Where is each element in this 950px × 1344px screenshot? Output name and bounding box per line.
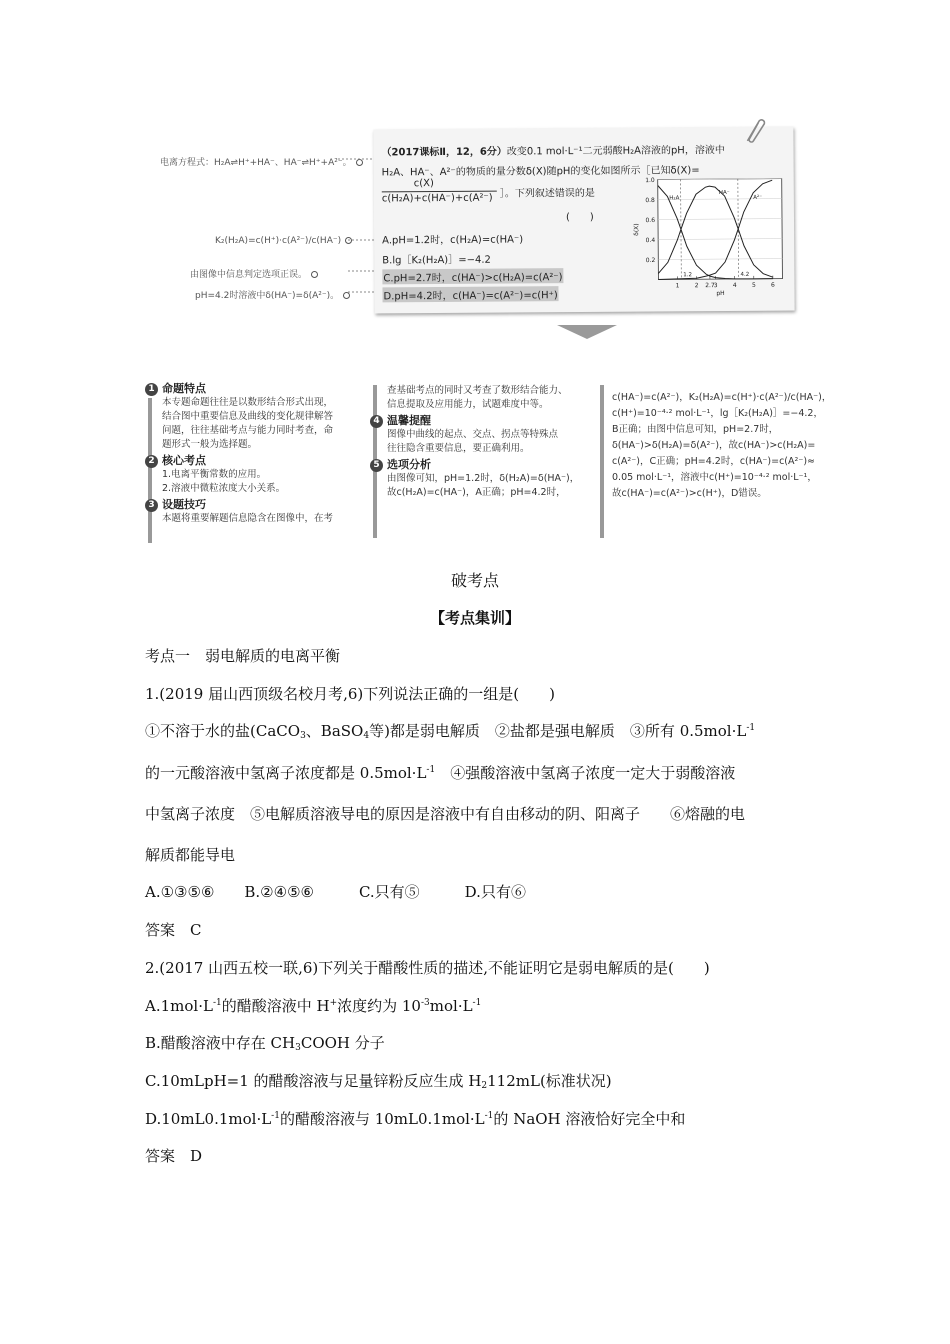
text-line: B正确；由图中信息可知，pH=2.7时，	[612, 424, 779, 435]
badge-3-icon: 3	[145, 499, 158, 512]
text-line: 2.溶液中微粒浓度大小关系。	[162, 483, 286, 494]
badge-4-icon: 4	[370, 415, 383, 428]
text-line: 0.05 mol·L⁻¹，溶液中c(H⁺)=10⁻⁴·² mol·L⁻¹，	[612, 472, 817, 483]
text-line: 故c(HA⁻)=c(A²⁻)>c(H⁺)，D错误。	[612, 488, 767, 499]
chart-ylabel: δ(X)	[633, 223, 641, 236]
fraction-denominator: c(H₂A)+c(HA⁻)+c(A²⁻)	[381, 192, 493, 205]
chart-xtick-label: 1	[675, 282, 680, 290]
question-line-1: （2017课标Ⅱ，12，6分）改变0.1 mol·L⁻¹二元弱酸H₂A溶液的pH，溶液中	[381, 145, 725, 159]
chart-series-label: A²⁻	[753, 194, 763, 201]
question-tail: ］。下列叙述错误的是	[499, 187, 595, 200]
heading-core: 2 核心考点	[145, 454, 360, 468]
fraction-numerator: c(X)	[413, 178, 434, 190]
option-c: C.pH=2.7时，c(HA⁻)>c(H₂A)=c(A²⁻)	[382, 268, 563, 284]
text-line: 信息提取及应用能力，试题难度中等。	[387, 399, 549, 410]
heading-analysis: 5 选项分析	[370, 458, 595, 472]
chart-xtick-label: 6	[770, 281, 775, 289]
text-line: c(A²⁻)，C正确；pH=4.2时，c(HA⁻)=c(A²⁻)≈	[612, 456, 816, 467]
annotation-ka2: K₂(H₂A)=c(H⁺)·c(A²⁻)/c(HA⁻)	[215, 236, 352, 246]
q2-option-d: $D.10mL0.1mol\cdot L^{-1}$的醋酸溶液与 $10mL0.1mol\cdot L^{-1}$的 NaOH 溶液恰好完全中和	[145, 1110, 686, 1128]
fraction-chart	[632, 173, 791, 306]
text-line: c(HA⁻)=c(A²⁻)，K₂(H₂A)=c(H⁺)·c(A²⁻)/c(HA⁻)，	[612, 392, 832, 403]
paperclip-icon	[741, 117, 765, 143]
badge-1-icon: 1	[145, 383, 158, 396]
annotation-chart-info: 由图像中信息判定选项正误。	[190, 267, 318, 280]
column-bar	[600, 385, 604, 538]
chart-mark-label: 1.2	[683, 272, 693, 279]
down-arrow-icon	[557, 325, 617, 339]
q1-line-2: 的一元酸溶液中氢离子浓度都是 $0.5mol\cdot L^{-1}$ ④强酸溶液中氢离子浓度一定大于弱酸溶液	[145, 764, 736, 782]
text-line: c(H⁺)=10⁻⁴·² mol·L⁻¹，lg［K₂(H₂A)］=−4.2，	[612, 408, 823, 419]
q1-line-1: ①不溶于水的盐(CaCO$_3$、BaSO$_4$等)都是弱电解质 ②盐都是强电解质 ③所有 $0.5mol\cdot L^{-1}$	[145, 722, 756, 741]
annotation-ionization: 电离方程式：H₂A⇌H⁺+HA⁻、HA⁻⇌H⁺+A²⁻。	[160, 155, 363, 168]
heading-tip: 4 温馨提醒	[370, 414, 595, 428]
chart-xtick-label: 2	[694, 282, 699, 290]
option-b: B.lg［K₂(H₂A)］=−4.2	[382, 254, 491, 267]
chart-series-label: HA⁻	[718, 189, 730, 197]
q1-answer: 答案 C	[145, 921, 202, 939]
option-d: D.pH=4.2时，c(HA⁻)=c(A²⁻)=c(H⁺)	[382, 286, 558, 302]
chart-xlabel: pH	[716, 290, 725, 298]
text-line: 题形式一般为选择题。	[162, 439, 258, 450]
q2-answer: 答案 D	[145, 1147, 203, 1165]
chart-ytick-label: 0.6	[645, 217, 656, 225]
chart-mark-label: 4.2	[740, 271, 750, 278]
text-line: 故c(H₂A)=c(HA⁻)，A正确；pH=4.2时，	[387, 487, 566, 498]
chart-ytick-label: 0.4	[645, 237, 656, 245]
heading-feature: 1 命题特点	[145, 382, 360, 396]
chart-ytick-label: 0.2	[645, 257, 656, 265]
badge-5-icon: 5	[370, 459, 383, 472]
text-line: 往往隐含重要信息，要正确利用。	[387, 443, 530, 454]
q1-line-4: 解质都能导电	[145, 846, 236, 864]
page-title: 破考点	[450, 571, 499, 590]
badge-2-icon: 2	[145, 455, 158, 468]
annotation-connectors	[330, 150, 380, 300]
q1-line-3: 中氢离子浓度 ⑤电解质溶液导电的原因是溶液中有自由移动的阴、阳离子 ⑥熔融的电	[145, 805, 746, 823]
question-card	[373, 127, 794, 314]
column-3	[612, 390, 842, 502]
chart-xtick-label: 4	[732, 281, 737, 289]
text-line: 1.电离平衡常数的应用。	[162, 469, 267, 480]
section-subtitle: 【考点集训】	[429, 609, 520, 627]
chart-series-label: H₂A	[669, 195, 680, 202]
chart-xtick-label: 2.7	[705, 282, 715, 290]
text-line: 本题将重要解题信息隐含在图像中，在考	[162, 513, 334, 524]
annotation-ph42: pH=4.2时溶液中δ(HA⁻)=δ(A²⁻)。	[195, 288, 350, 301]
option-a: A.pH=1.2时，c(H₂A)=c(HA⁻)	[382, 234, 524, 247]
chart-xtick-label: 5	[751, 281, 756, 289]
text-line: δ(HA⁻)>δ(H₂A)=δ(A²⁻)，故c(HA⁻)>c(H₂A)=	[612, 440, 816, 451]
q2-option-c: C.10mLpH=1 的醋酸溶液与足量锌粉反应生成 $H_2112mL$(标准状况)	[145, 1072, 612, 1091]
column-1	[145, 380, 360, 526]
topic-heading: 考点一 弱电解质的电离平衡	[145, 647, 341, 665]
q1-stem: 1.(2019 届山西顶级名校月考,6)下列说法正确的一组是( )	[145, 685, 555, 703]
text-line: 图像中曲线的起点、交点、拐点等特殊点	[387, 429, 559, 440]
annotation-dot-icon	[311, 271, 318, 278]
question-paren: ( )	[565, 211, 594, 224]
text-line: 本专题命题往往是以数形结合形式出现，	[162, 397, 334, 408]
q2-option-b: B.醋酸溶液中存在 $CH_3COOH$ 分子	[145, 1034, 385, 1053]
question-line-2: H₂A、HA⁻、A²⁻的物质的量分数δ(X)随pH的变化如图所示［已知δ(X)=	[381, 165, 700, 179]
heading-skill: 3 设题技巧	[145, 498, 360, 512]
text-line: 由图像可知，pH=1.2时，δ(H₂A)=δ(HA⁻)，	[387, 473, 580, 484]
chart-ytick-label: 1.0	[645, 177, 655, 185]
chart-xtick-label: 3	[713, 282, 718, 290]
q2-stem: 2.(2017 山西五校一联,6)下列关于醋酸性质的描述,不能证明它是弱电解质的是( )	[145, 959, 710, 977]
chart-ytick-label: 0.8	[645, 197, 655, 205]
text-line: 查基础考点的同时又考查了数形结合能力、	[387, 385, 568, 396]
text-line: 结合图中重要信息及曲线的变化规律解答	[162, 411, 334, 422]
text-line: 问题，往往基础考点与能力同时考查，命	[162, 425, 334, 436]
column-2	[370, 384, 595, 500]
q2-option-a: $A.1mol\cdot L^{-1}$的醋酸溶液中 H+浓度约为 $10^{-3}mol\cdot L^{-1}$	[145, 997, 482, 1015]
q1-options: A.①③⑤⑥ B.②④⑤⑥ C.只有⑤ D.只有⑥	[145, 883, 526, 901]
